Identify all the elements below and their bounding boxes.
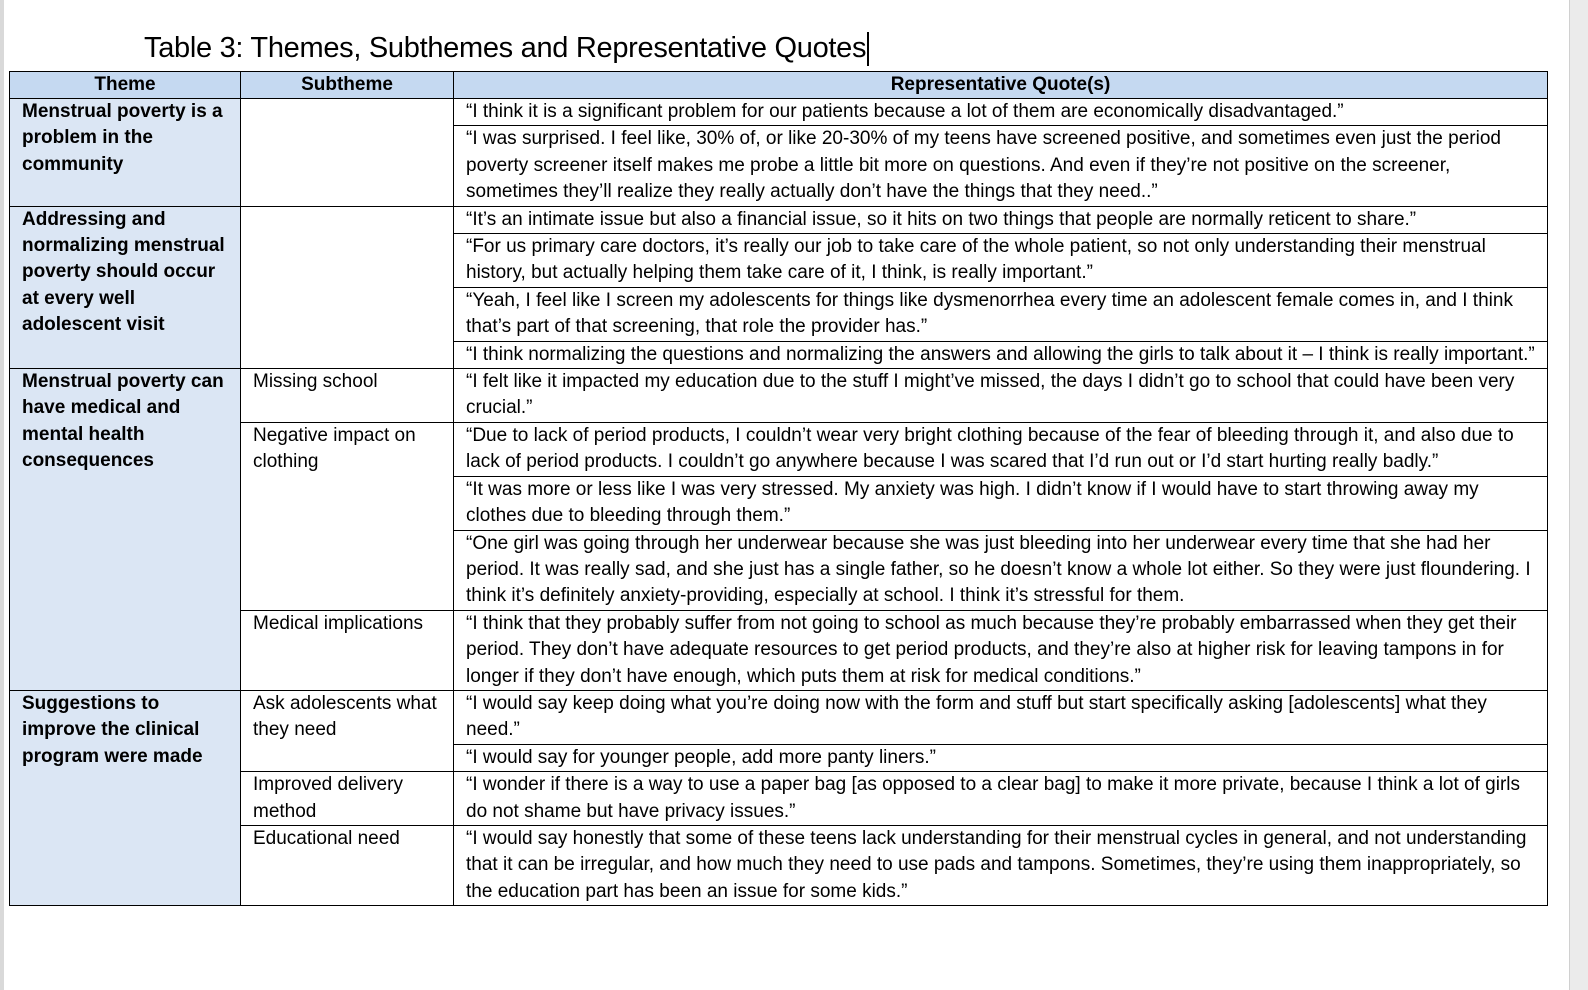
subtheme-cell: Educational need — [241, 825, 454, 905]
themes-table — [9, 71, 1548, 906]
table-header-row — [10, 72, 1548, 99]
quote-cell: “I felt like it impacted my education due to the stuff I might’ve missed, the days I didn’t go to school that could have been very crucial.” — [454, 369, 1548, 423]
subtheme-cell — [241, 206, 454, 368]
quote-cell: “It’s an intimate issue but also a financial issue, so it hits on two things that people are normally reticent to share.” — [454, 206, 1548, 233]
page-left-edge — [0, 0, 4, 990]
theme-cell: Suggestions to improve the clinical program were made — [10, 690, 241, 905]
quote-cell: “I think normalizing the questions and normalizing the answers and allowing the girls to talk about it – I think is really important.” — [454, 341, 1548, 368]
quote-cell: “I would say honestly that some of these teens lack understanding for their menstrual cycles in general, and not understanding that it can be irregular, and how much they need to use pads and tampons. Sometimes, they’re using them inappropriately, so the education part has been an issue for some kids.” — [454, 825, 1548, 905]
table-row — [10, 369, 1548, 423]
table-row — [10, 99, 1548, 126]
quote-cell: “I would say keep doing what you’re doing now with the form and stuff but start specifically asking [adolescents] what they need.” — [454, 690, 1548, 744]
quote-cell: “I would say for younger people, add more panty liners.” — [454, 744, 1548, 771]
subtheme-cell: Medical implications — [241, 610, 454, 690]
text-cursor — [867, 32, 869, 66]
table-row — [10, 825, 1548, 905]
quote-cell: “I wonder if there is a way to use a paper bag [as opposed to a clear bag] to make it more private, because I think a lot of girls do not shame but have privacy issues.” — [454, 772, 1548, 826]
theme-cell: Menstrual poverty can have medical and mental health consequences — [10, 369, 241, 691]
table-body — [10, 99, 1548, 906]
table-title-text: Table 3: Themes, Subthemes and Representative Quotes — [144, 32, 867, 64]
table-row — [10, 422, 1548, 476]
subtheme-cell — [241, 99, 454, 207]
table-title[interactable] — [144, 28, 869, 68]
table-row — [10, 206, 1548, 233]
window-right-edge — [1569, 0, 1588, 990]
table-row — [10, 772, 1548, 826]
quote-cell: “Due to lack of period products, I couldn’t wear very bright clothing because of the fear of bleeding through it, and also due to lack of period products. I couldn’t go anywhere because I was scared that I’d run out or I’d start hurting really badly.” — [454, 422, 1548, 476]
quote-cell: “I think that they probably suffer from not going to school as much because they’re probably embarrassed when they get their period. They don’t have adequate resources to get period products, and they’re also at higher risk for leaving tampons in for longer if they don’t have enough, which puts them at risk for medical conditions.” — [454, 610, 1548, 690]
quote-cell: “I was surprised. I feel like, 30% of, or like 20-30% of my teens have screened positive, and sometimes even just the period poverty screener itself makes me probe a little bit more on questions. And even if they’re not positive on the screener, sometimes they’ll realize they really actually don’t have the things that they need..” — [454, 126, 1548, 206]
theme-cell: Addressing and normalizing menstrual poverty should occur at every well adolescent visit — [10, 206, 241, 368]
header-quotes: Representative Quote(s) — [454, 72, 1548, 99]
quote-cell: “Yeah, I feel like I screen my adolescents for things like dysmenorrhea every time an adolescent female comes in, and I think that’s part of that screening, that role the provider has.” — [454, 287, 1548, 341]
subtheme-cell: Negative impact on clothing — [241, 422, 454, 610]
subtheme-cell: Ask adolescents what they need — [241, 690, 454, 771]
header-theme: Theme — [10, 72, 241, 99]
quote-cell: “It was more or less like I was very stressed. My anxiety was high. I didn’t know if I would have to start throwing away my clothes due to bleeding through them.” — [454, 476, 1548, 530]
table-row — [10, 690, 1548, 744]
table-row — [10, 610, 1548, 690]
quote-cell: “One girl was going through her underwear because she was just bleeding into her underwear every time that she had her period. It was really sad, and she just has a single father, so he doesn’t know a whole lot either. So they were just floundering. I think it’s definitely anxiety-providing, especially at school. I think it’s stressful for them. — [454, 530, 1548, 610]
quote-cell: “I think it is a significant problem for our patients because a lot of them are economically disadvantaged.” — [454, 99, 1548, 126]
theme-cell: Menstrual poverty is a problem in the community — [10, 99, 241, 207]
subtheme-cell: Missing school — [241, 369, 454, 423]
subtheme-cell: Improved delivery method — [241, 772, 454, 826]
header-subtheme: Subtheme — [241, 72, 454, 99]
quote-cell: “For us primary care doctors, it’s really our job to take care of the whole patient, so not only understanding their menstrual history, but actually helping them take care of it, I think, is really important.” — [454, 234, 1548, 288]
